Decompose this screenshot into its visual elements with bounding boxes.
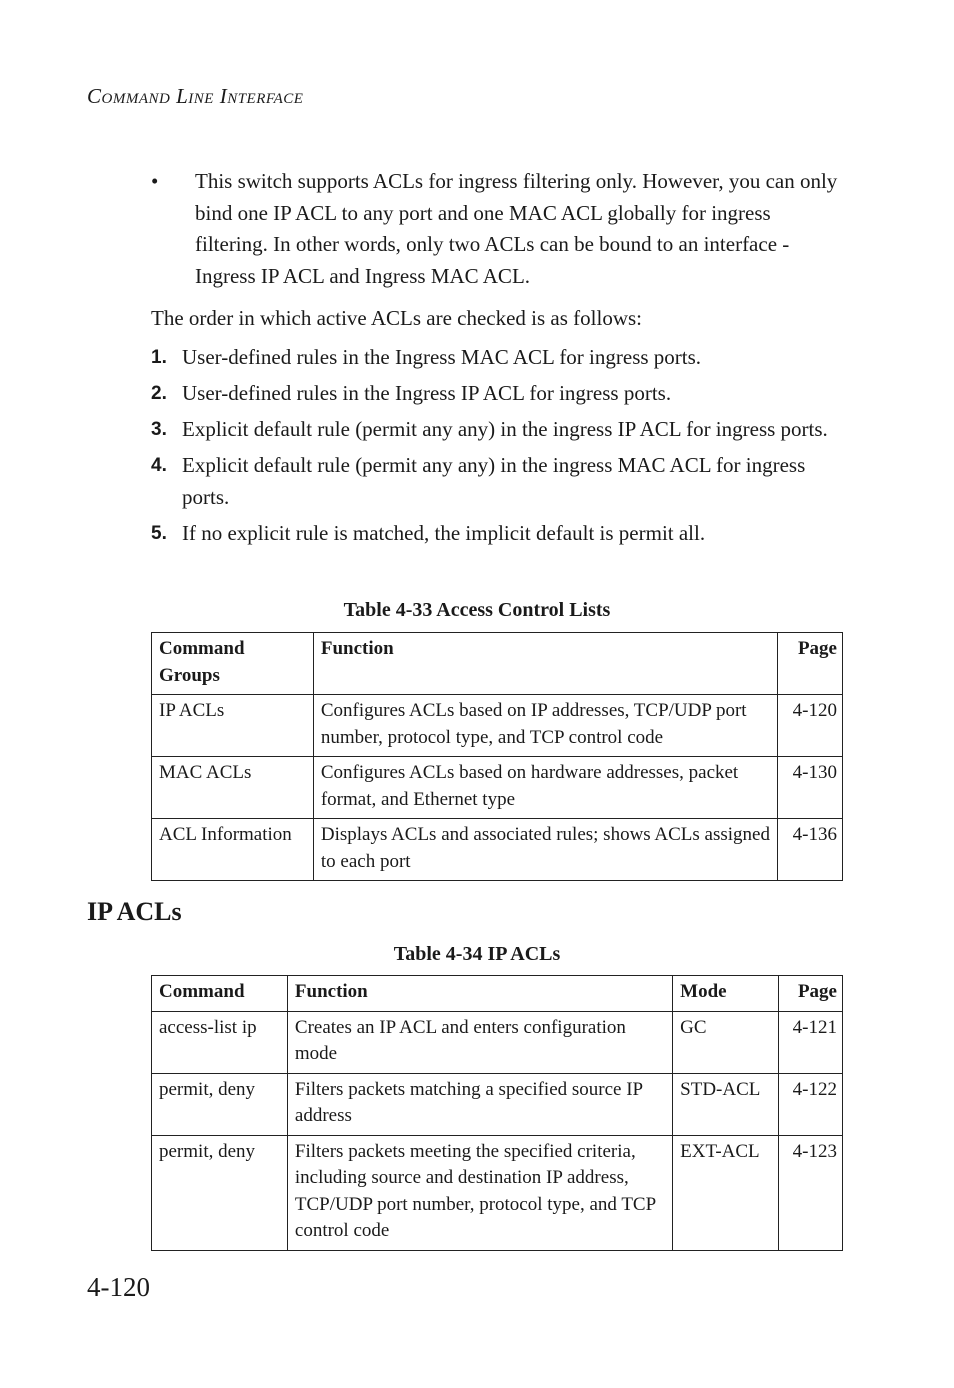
cell-function: Filters packets meeting the specified criteria, including source and destination IP address, TCP/UDP port number, protocol type, and TCP control code bbox=[287, 1135, 672, 1250]
list-item-text: User-defined rules in the Ingress MAC ACL for ingress ports. bbox=[182, 345, 702, 369]
table-row bbox=[152, 695, 843, 757]
cell-mode: GC bbox=[673, 1011, 779, 1073]
cell-function: Filters packets matching a specified source IP address bbox=[287, 1073, 672, 1135]
header-command: Command bbox=[152, 976, 288, 1012]
header-page: Page bbox=[778, 633, 843, 695]
table-row bbox=[152, 757, 843, 819]
table1-caption: Table 4-33 Access Control Lists bbox=[343, 599, 611, 621]
bullet-text: This switch supports ACLs for ingress filtering only. However, you can only bind one IP ACL to any port and one MAC ACL globally for ingress filtering. In other words, only two ACLs can be bound to an interface - Ingress IP ACL and Ingress MAC ACL. bbox=[195, 169, 838, 288]
header-function: Function bbox=[313, 633, 777, 695]
list-item bbox=[151, 450, 846, 513]
cell-page: 4-130 bbox=[778, 757, 843, 819]
page-number: 4-120 bbox=[87, 1272, 150, 1302]
header-function: Function bbox=[287, 976, 672, 1012]
access-control-lists-table bbox=[151, 632, 843, 881]
cell-command: permit, deny bbox=[152, 1135, 288, 1250]
table-header-row bbox=[152, 976, 843, 1012]
cell-function: Creates an IP ACL and enters configuration mode bbox=[287, 1011, 672, 1073]
running-head-word-2: ine bbox=[188, 84, 214, 108]
header-command-groups: Command Groups bbox=[152, 633, 314, 695]
cell-command-group: MAC ACLs bbox=[152, 757, 314, 819]
list-item-number: 2. bbox=[151, 383, 167, 404]
cell-page: 4-123 bbox=[779, 1135, 843, 1250]
list-item-number: 5. bbox=[151, 522, 167, 544]
cell-page: 4-122 bbox=[779, 1073, 843, 1135]
cell-function: Configures ACLs based on hardware addresses, packet format, and Ethernet type bbox=[313, 757, 777, 819]
list-item bbox=[151, 518, 846, 550]
intro-paragraph: The order in which active ACLs are checked is as follows: bbox=[151, 306, 643, 330]
running-head-word-1: ommand bbox=[101, 84, 171, 108]
section-title: IP ACLs bbox=[87, 897, 182, 926]
list-item-text: Explicit default rule (permit any any) in the ingress MAC ACL for ingress ports. bbox=[182, 453, 806, 509]
running-head bbox=[87, 84, 303, 109]
cell-mode: STD-ACL bbox=[673, 1073, 779, 1135]
list-item bbox=[151, 414, 846, 446]
running-head-word-3: nterface bbox=[227, 84, 304, 108]
table-row bbox=[152, 1073, 843, 1135]
cell-function: Configures ACLs based on IP addresses, TCP/UDP port number, protocol type, and TCP control code bbox=[313, 695, 777, 757]
cell-command: permit, deny bbox=[152, 1073, 288, 1135]
table-header-row bbox=[152, 633, 843, 695]
running-head-initial-2: L bbox=[176, 84, 189, 108]
cell-command-group: IP ACLs bbox=[152, 695, 314, 757]
bullet-note bbox=[151, 166, 846, 292]
running-head-initial-3: I bbox=[219, 84, 228, 108]
header-mode: Mode bbox=[673, 976, 779, 1012]
list-item bbox=[151, 378, 846, 410]
cell-page: 4-136 bbox=[778, 819, 843, 881]
bullet-symbol: • bbox=[151, 169, 159, 193]
cell-command-group: ACL Information bbox=[152, 819, 314, 881]
header-page: Page bbox=[779, 976, 843, 1012]
cell-command: access-list ip bbox=[152, 1011, 288, 1073]
list-item-number: 4. bbox=[151, 455, 167, 476]
list-item-number: 1. bbox=[151, 347, 167, 368]
table-row bbox=[152, 1011, 843, 1073]
cell-mode: EXT-ACL bbox=[673, 1135, 779, 1250]
table2-caption: Table 4-34 IP ACLs bbox=[393, 943, 561, 965]
list-item bbox=[151, 342, 846, 374]
cell-page: 4-121 bbox=[779, 1011, 843, 1073]
table-row bbox=[152, 819, 843, 881]
cell-function: Displays ACLs and associated rules; shows ACLs assigned to each port bbox=[313, 819, 777, 881]
ip-acls-table bbox=[151, 975, 843, 1251]
table-row bbox=[152, 1135, 843, 1250]
list-item-text: User-defined rules in the Ingress IP ACL for ingress ports. bbox=[182, 381, 672, 405]
running-head-initial-1: C bbox=[87, 84, 102, 108]
list-item-number: 3. bbox=[151, 419, 167, 440]
list-item-text: Explicit default rule (permit any any) in the ingress IP ACL for ingress ports. bbox=[182, 417, 828, 441]
list-item-text: If no explicit rule is matched, the implicit default is permit all. bbox=[182, 520, 706, 545]
acl-order-list bbox=[151, 342, 846, 554]
cell-page: 4-120 bbox=[778, 695, 843, 757]
